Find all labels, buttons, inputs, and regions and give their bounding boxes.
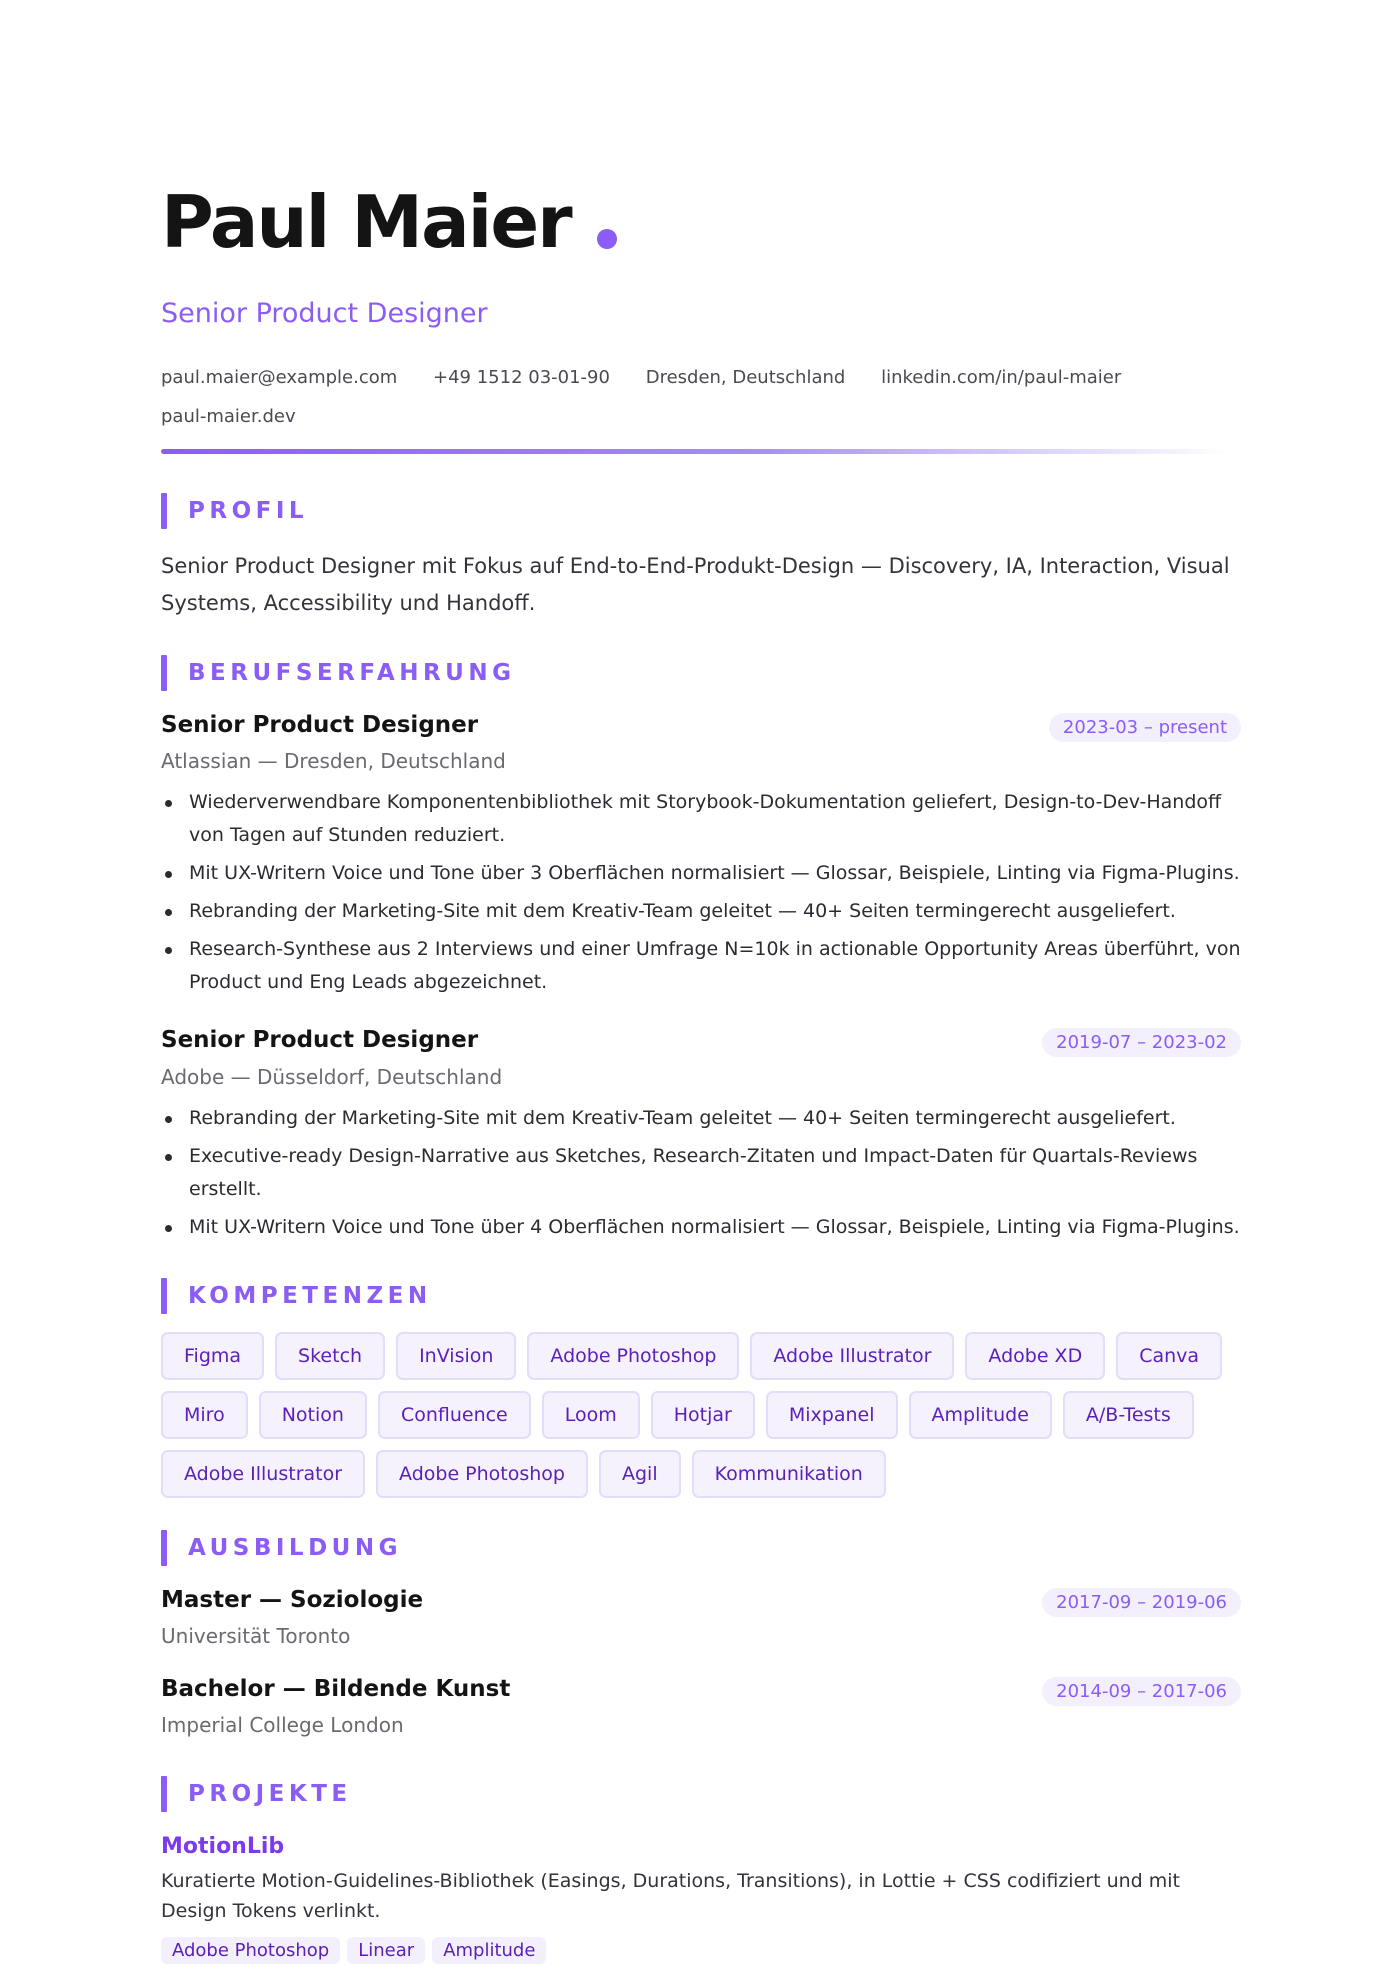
job-1-company: Atlassian — Dresden, Deutschland (161, 749, 506, 773)
section-title: PROFIL (188, 498, 309, 524)
project-tag: Amplitude (432, 1937, 546, 1964)
skill-chip: Notion (259, 1391, 367, 1439)
person-name: Paul Maier (161, 180, 571, 264)
contact-website[interactable]: paul-maier.dev (161, 406, 296, 427)
section-heading-projects (161, 1776, 352, 1812)
profile-text: Senior Product Designer mit Fokus auf End-to-End-Produkt-Design — Discovery, IA, Interaction, Visual Systems, Accessibility und Handoff. (161, 554, 1230, 615)
bullet-item: Executive-ready Design-Narrative aus Sketches, Research-Zitaten und Impact-Daten für Quartals-Reviews erstellt. (189, 1140, 1241, 1206)
skill-chip: Amplitude (909, 1391, 1052, 1439)
skill-chip: InVision (396, 1332, 516, 1380)
job-1-title: Senior Product Designer (161, 712, 479, 738)
section-marker (161, 1530, 167, 1566)
section-marker (161, 655, 167, 691)
contact-location: Dresden, Deutschland (645, 367, 846, 388)
education-2-dates: 2014-09 – 2017-06 (1042, 1677, 1241, 1706)
job-2-company: Adobe — Düsseldorf, Deutschland (161, 1065, 503, 1089)
contact-email[interactable]: paul.maier@example.com (161, 367, 398, 388)
project-tag: Linear (347, 1937, 425, 1964)
section-title: KOMPETENZEN (188, 1283, 432, 1309)
accent-dot (597, 229, 617, 249)
bullet-item: Rebranding der Marketing-Site mit dem Kreativ-Team geleitet — 40+ Seiten termingerecht ausgeliefert. (189, 1102, 1241, 1135)
section-heading-education (161, 1530, 402, 1566)
skill-chip: Kommunikation (692, 1450, 886, 1498)
skill-chip: Loom (542, 1391, 640, 1439)
header-name-row (161, 180, 617, 264)
contact-list (161, 358, 1161, 436)
skill-chip: Adobe XD (965, 1332, 1105, 1380)
section-heading-experience (161, 655, 515, 691)
section-marker (161, 1278, 167, 1314)
skill-chip: Confluence (378, 1391, 531, 1439)
skill-chip: Hotjar (651, 1391, 755, 1439)
job-2-dates: 2019-07 – 2023-02 (1042, 1028, 1241, 1057)
job-1-bullets (161, 786, 1241, 1004)
bullet-item: Rebranding der Marketing-Site mit dem Kreativ-Team geleitet — 40+ Seiten termingerecht ausgeliefert. (189, 895, 1241, 928)
education-1-degree: Master — Soziologie (161, 1587, 424, 1613)
skill-chip: Canva (1116, 1332, 1222, 1380)
skills-chip-list (161, 1332, 1251, 1509)
skill-chip: Miro (161, 1391, 248, 1439)
skill-chip: Figma (161, 1332, 264, 1380)
section-heading-profile (161, 493, 308, 529)
skill-chip: Agil (599, 1450, 681, 1498)
bullet-item: Research-Synthese aus 2 Interviews und einer Umfrage N=10k in actionable Opportunity Areas überführt, von Product und Eng Leads abgezeichnet. (189, 933, 1241, 999)
skill-chip: Adobe Illustrator (750, 1332, 954, 1380)
header-divider (161, 449, 1229, 454)
job-1-dates: 2023-03 – present (1049, 713, 1241, 742)
skill-chip: Adobe Photoshop (527, 1332, 739, 1380)
job-2-bullets (161, 1102, 1241, 1249)
skill-chip: A/B-Tests (1063, 1391, 1194, 1439)
skill-chip: Adobe Illustrator (161, 1450, 365, 1498)
bullet-item: Mit UX-Writern Voice und Tone über 3 Oberflächen normalisiert — Glossar, Beispiele, Linting via Figma-Plugins. (189, 857, 1241, 890)
job-title-header: Senior Product Designer (161, 298, 488, 329)
section-heading-skills (161, 1278, 432, 1314)
section-marker (161, 1776, 167, 1812)
skill-chip: Sketch (275, 1332, 385, 1380)
project-1-description: Kuratierte Motion-Guidelines-Bibliothek (Easings, Durations, Transitions), in Lottie + CSS codifiziert und mit Design Tokens verlinkt. (161, 1870, 1180, 1922)
education-2-degree: Bachelor — Bildende Kunst (161, 1676, 511, 1702)
job-2-title: Senior Product Designer (161, 1027, 479, 1053)
education-2-school: Imperial College London (161, 1713, 404, 1737)
bullet-item: Wiederverwendbare Komponentenbibliothek mit Storybook-Dokumentation geliefert, Design-to-Dev-Handoff von Tagen auf Stunden reduziert. (189, 786, 1241, 852)
section-title: AUSBILDUNG (188, 1535, 402, 1561)
bullet-item: Mit UX-Writern Voice und Tone über 4 Oberflächen normalisiert — Glossar, Beispiele, Linting via Figma-Plugins. (189, 1211, 1241, 1244)
section-marker (161, 493, 167, 529)
contact-linkedin[interactable]: linkedin.com/in/paul-maier (881, 367, 1122, 388)
project-tag: Adobe Photoshop (161, 1937, 340, 1964)
skill-chip: Adobe Photoshop (376, 1450, 588, 1498)
education-1-school: Universität Toronto (161, 1624, 351, 1648)
project-1-name: MotionLib (161, 1834, 285, 1859)
education-1-dates: 2017-09 – 2019-06 (1042, 1588, 1241, 1617)
skill-chip: Mixpanel (766, 1391, 898, 1439)
section-title: PROJEKTE (188, 1781, 352, 1807)
project-1-tags (161, 1937, 553, 1964)
contact-phone[interactable]: +49 1512 03-01-90 (433, 367, 610, 388)
section-title: BERUFSERFAHRUNG (188, 660, 516, 686)
